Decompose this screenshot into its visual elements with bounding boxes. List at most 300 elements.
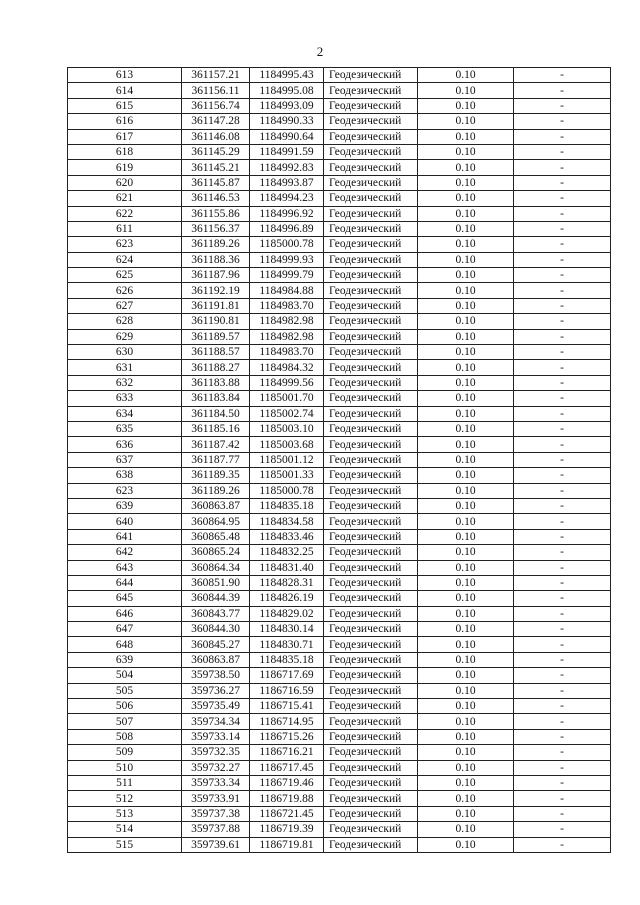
point-number-cell: 625 xyxy=(68,268,182,283)
table-row xyxy=(68,806,611,821)
x-coordinate-cell: 361185.16 xyxy=(182,421,250,436)
x-coordinate-cell: 360844.39 xyxy=(182,591,250,606)
point-number-cell: 512 xyxy=(68,791,182,806)
y-coordinate-cell: 1184982.98 xyxy=(250,329,324,344)
accuracy-cell: 0.10 xyxy=(418,699,514,714)
y-coordinate-cell: 1186719.46 xyxy=(250,775,324,790)
x-coordinate-cell: 361156.74 xyxy=(182,98,250,113)
table-row xyxy=(68,114,611,129)
table-row xyxy=(68,560,611,575)
x-coordinate-cell: 360864.34 xyxy=(182,560,250,575)
y-coordinate-cell: 1185001.12 xyxy=(250,452,324,467)
table-row xyxy=(68,237,611,252)
y-coordinate-cell: 1184830.14 xyxy=(250,622,324,637)
x-coordinate-cell: 359737.38 xyxy=(182,806,250,821)
description-cell: - xyxy=(514,622,611,637)
y-coordinate-cell: 1185001.33 xyxy=(250,468,324,483)
x-coordinate-cell: 359736.27 xyxy=(182,683,250,698)
description-cell: - xyxy=(514,191,611,206)
table-row xyxy=(68,191,611,206)
y-coordinate-cell: 1186719.39 xyxy=(250,822,324,837)
coordinates-table xyxy=(67,67,611,853)
x-coordinate-cell: 360863.87 xyxy=(182,652,250,667)
table-row xyxy=(68,699,611,714)
point-number-cell: 633 xyxy=(68,391,182,406)
table-row xyxy=(68,760,611,775)
method-cell: Геодезический xyxy=(324,498,418,513)
y-coordinate-cell: 1186715.26 xyxy=(250,729,324,744)
y-coordinate-cell: 1184992.83 xyxy=(250,160,324,175)
method-cell: Геодезический xyxy=(324,668,418,683)
accuracy-cell: 0.10 xyxy=(418,375,514,390)
method-cell: Геодезический xyxy=(324,114,418,129)
point-number-cell: 646 xyxy=(68,606,182,621)
accuracy-cell: 0.10 xyxy=(418,221,514,236)
accuracy-cell: 0.10 xyxy=(418,775,514,790)
point-number-cell: 515 xyxy=(68,837,182,852)
accuracy-cell: 0.10 xyxy=(418,622,514,637)
y-coordinate-cell: 1186721.45 xyxy=(250,806,324,821)
y-coordinate-cell: 1184990.64 xyxy=(250,129,324,144)
x-coordinate-cell: 361183.88 xyxy=(182,375,250,390)
accuracy-cell: 0.10 xyxy=(418,360,514,375)
y-coordinate-cell: 1184996.89 xyxy=(250,221,324,236)
y-coordinate-cell: 1186715.41 xyxy=(250,699,324,714)
method-cell: Геодезический xyxy=(324,468,418,483)
method-cell: Геодезический xyxy=(324,221,418,236)
y-coordinate-cell: 1184834.58 xyxy=(250,514,324,529)
x-coordinate-cell: 361187.96 xyxy=(182,268,250,283)
accuracy-cell: 0.10 xyxy=(418,283,514,298)
method-cell: Геодезический xyxy=(324,837,418,852)
point-number-cell: 623 xyxy=(68,483,182,498)
table-row xyxy=(68,175,611,190)
description-cell: - xyxy=(514,560,611,575)
method-cell: Геодезический xyxy=(324,622,418,637)
table-row xyxy=(68,406,611,421)
y-coordinate-cell: 1184832.25 xyxy=(250,545,324,560)
point-number-cell: 630 xyxy=(68,345,182,360)
x-coordinate-cell: 361190.81 xyxy=(182,314,250,329)
accuracy-cell: 0.10 xyxy=(418,83,514,98)
table-row xyxy=(68,468,611,483)
description-cell: - xyxy=(514,68,611,83)
method-cell: Геодезический xyxy=(324,329,418,344)
y-coordinate-cell: 1186717.45 xyxy=(250,760,324,775)
y-coordinate-cell: 1186717.69 xyxy=(250,668,324,683)
description-cell: - xyxy=(514,637,611,652)
accuracy-cell: 0.10 xyxy=(418,345,514,360)
method-cell: Геодезический xyxy=(324,421,418,436)
method-cell: Геодезический xyxy=(324,175,418,190)
description-cell: - xyxy=(514,745,611,760)
y-coordinate-cell: 1185002.74 xyxy=(250,406,324,421)
method-cell: Геодезический xyxy=(324,252,418,267)
table-row xyxy=(68,83,611,98)
table-row xyxy=(68,822,611,837)
table-row xyxy=(68,314,611,329)
accuracy-cell: 0.10 xyxy=(418,129,514,144)
y-coordinate-cell: 1184995.43 xyxy=(250,68,324,83)
table-row xyxy=(68,268,611,283)
x-coordinate-cell: 361188.57 xyxy=(182,345,250,360)
point-number-cell: 504 xyxy=(68,668,182,683)
point-number-cell: 639 xyxy=(68,652,182,667)
table-row xyxy=(68,98,611,113)
table-row xyxy=(68,144,611,159)
point-number-cell: 637 xyxy=(68,452,182,467)
point-number-cell: 624 xyxy=(68,252,182,267)
method-cell: Геодезический xyxy=(324,191,418,206)
point-number-cell: 514 xyxy=(68,822,182,837)
table-row xyxy=(68,837,611,852)
method-cell: Геодезический xyxy=(324,283,418,298)
description-cell: - xyxy=(514,175,611,190)
method-cell: Геодезический xyxy=(324,345,418,360)
point-number-cell: 507 xyxy=(68,714,182,729)
accuracy-cell: 0.10 xyxy=(418,791,514,806)
accuracy-cell: 0.10 xyxy=(418,729,514,744)
description-cell: - xyxy=(514,498,611,513)
table-row xyxy=(68,421,611,436)
method-cell: Геодезический xyxy=(324,206,418,221)
x-coordinate-cell: 360844.30 xyxy=(182,622,250,637)
method-cell: Геодезический xyxy=(324,452,418,467)
point-number-cell: 638 xyxy=(68,468,182,483)
table-row xyxy=(68,683,611,698)
method-cell: Геодезический xyxy=(324,529,418,544)
method-cell: Геодезический xyxy=(324,729,418,744)
description-cell: - xyxy=(514,514,611,529)
table-row xyxy=(68,68,611,83)
description-cell: - xyxy=(514,606,611,621)
table-row xyxy=(68,591,611,606)
x-coordinate-cell: 361156.11 xyxy=(182,83,250,98)
x-coordinate-cell: 359734.34 xyxy=(182,714,250,729)
point-number-cell: 628 xyxy=(68,314,182,329)
method-cell: Геодезический xyxy=(324,437,418,452)
x-coordinate-cell: 361183.84 xyxy=(182,391,250,406)
y-coordinate-cell: 1184996.92 xyxy=(250,206,324,221)
description-cell: - xyxy=(514,298,611,313)
accuracy-cell: 0.10 xyxy=(418,329,514,344)
description-cell: - xyxy=(514,683,611,698)
description-cell: - xyxy=(514,775,611,790)
accuracy-cell: 0.10 xyxy=(418,206,514,221)
table-row xyxy=(68,529,611,544)
x-coordinate-cell: 361145.87 xyxy=(182,175,250,190)
description-cell: - xyxy=(514,98,611,113)
y-coordinate-cell: 1184999.93 xyxy=(250,252,324,267)
accuracy-cell: 0.10 xyxy=(418,114,514,129)
method-cell: Геодезический xyxy=(324,514,418,529)
description-cell: - xyxy=(514,806,611,821)
point-number-cell: 621 xyxy=(68,191,182,206)
y-coordinate-cell: 1185001.70 xyxy=(250,391,324,406)
point-number-cell: 648 xyxy=(68,637,182,652)
accuracy-cell: 0.10 xyxy=(418,314,514,329)
y-coordinate-cell: 1184984.88 xyxy=(250,283,324,298)
method-cell: Геодезический xyxy=(324,652,418,667)
y-coordinate-cell: 1185000.78 xyxy=(250,237,324,252)
accuracy-cell: 0.10 xyxy=(418,498,514,513)
method-cell: Геодезический xyxy=(324,129,418,144)
y-coordinate-cell: 1184994.23 xyxy=(250,191,324,206)
method-cell: Геодезический xyxy=(324,745,418,760)
accuracy-cell: 0.10 xyxy=(418,391,514,406)
description-cell: - xyxy=(514,329,611,344)
description-cell: - xyxy=(514,206,611,221)
point-number-cell: 508 xyxy=(68,729,182,744)
x-coordinate-cell: 359732.35 xyxy=(182,745,250,760)
accuracy-cell: 0.10 xyxy=(418,252,514,267)
point-number-cell: 511 xyxy=(68,775,182,790)
point-number-cell: 644 xyxy=(68,575,182,590)
point-number-cell: 620 xyxy=(68,175,182,190)
table-row xyxy=(68,622,611,637)
x-coordinate-cell: 361146.53 xyxy=(182,191,250,206)
accuracy-cell: 0.10 xyxy=(418,760,514,775)
x-coordinate-cell: 359733.14 xyxy=(182,729,250,744)
description-cell: - xyxy=(514,483,611,498)
table-row xyxy=(68,714,611,729)
x-coordinate-cell: 359733.34 xyxy=(182,775,250,790)
point-number-cell: 631 xyxy=(68,360,182,375)
table-row xyxy=(68,637,611,652)
method-cell: Геодезический xyxy=(324,98,418,113)
y-coordinate-cell: 1184983.70 xyxy=(250,298,324,313)
accuracy-cell: 0.10 xyxy=(418,237,514,252)
y-coordinate-cell: 1184990.33 xyxy=(250,114,324,129)
y-coordinate-cell: 1186719.88 xyxy=(250,791,324,806)
description-cell: - xyxy=(514,437,611,452)
table-row xyxy=(68,375,611,390)
x-coordinate-cell: 361187.77 xyxy=(182,452,250,467)
y-coordinate-cell: 1185003.10 xyxy=(250,421,324,436)
description-cell: - xyxy=(514,144,611,159)
table-row xyxy=(68,668,611,683)
y-coordinate-cell: 1184999.56 xyxy=(250,375,324,390)
x-coordinate-cell: 359735.49 xyxy=(182,699,250,714)
description-cell: - xyxy=(514,468,611,483)
method-cell: Геодезический xyxy=(324,160,418,175)
x-coordinate-cell: 361184.50 xyxy=(182,406,250,421)
description-cell: - xyxy=(514,545,611,560)
table-row xyxy=(68,452,611,467)
point-number-cell: 640 xyxy=(68,514,182,529)
point-number-cell: 506 xyxy=(68,699,182,714)
x-coordinate-cell: 361191.81 xyxy=(182,298,250,313)
table-row xyxy=(68,329,611,344)
accuracy-cell: 0.10 xyxy=(418,175,514,190)
y-coordinate-cell: 1184991.59 xyxy=(250,144,324,159)
x-coordinate-cell: 361187.42 xyxy=(182,437,250,452)
point-number-cell: 616 xyxy=(68,114,182,129)
method-cell: Геодезический xyxy=(324,606,418,621)
point-number-cell: 614 xyxy=(68,83,182,98)
x-coordinate-cell: 361145.29 xyxy=(182,144,250,159)
accuracy-cell: 0.10 xyxy=(418,452,514,467)
y-coordinate-cell: 1184828.31 xyxy=(250,575,324,590)
accuracy-cell: 0.10 xyxy=(418,560,514,575)
method-cell: Геодезический xyxy=(324,791,418,806)
x-coordinate-cell: 360843.77 xyxy=(182,606,250,621)
description-cell: - xyxy=(514,591,611,606)
coordinates-table-body xyxy=(68,68,611,853)
page-number: 2 xyxy=(316,44,324,59)
description-cell: - xyxy=(514,237,611,252)
method-cell: Геодезический xyxy=(324,375,418,390)
y-coordinate-cell: 1184984.32 xyxy=(250,360,324,375)
table-row xyxy=(68,652,611,667)
x-coordinate-cell: 360851.90 xyxy=(182,575,250,590)
y-coordinate-cell: 1184833.46 xyxy=(250,529,324,544)
accuracy-cell: 0.10 xyxy=(418,683,514,698)
accuracy-cell: 0.10 xyxy=(418,421,514,436)
point-number-cell: 629 xyxy=(68,329,182,344)
y-coordinate-cell: 1185000.78 xyxy=(250,483,324,498)
y-coordinate-cell: 1184835.18 xyxy=(250,652,324,667)
x-coordinate-cell: 361147.28 xyxy=(182,114,250,129)
method-cell: Геодезический xyxy=(324,391,418,406)
description-cell: - xyxy=(514,452,611,467)
description-cell: - xyxy=(514,160,611,175)
description-cell: - xyxy=(514,760,611,775)
x-coordinate-cell: 360865.48 xyxy=(182,529,250,544)
description-cell: - xyxy=(514,575,611,590)
point-number-cell: 611 xyxy=(68,221,182,236)
x-coordinate-cell: 359732.27 xyxy=(182,760,250,775)
accuracy-cell: 0.10 xyxy=(418,637,514,652)
method-cell: Геодезический xyxy=(324,560,418,575)
point-number-cell: 505 xyxy=(68,683,182,698)
description-cell: - xyxy=(514,375,611,390)
x-coordinate-cell: 361188.36 xyxy=(182,252,250,267)
y-coordinate-cell: 1184826.19 xyxy=(250,591,324,606)
point-number-cell: 613 xyxy=(68,68,182,83)
accuracy-cell: 0.10 xyxy=(418,529,514,544)
x-coordinate-cell: 359739.61 xyxy=(182,837,250,852)
table-row xyxy=(68,483,611,498)
y-coordinate-cell: 1184983.70 xyxy=(250,345,324,360)
accuracy-cell: 0.10 xyxy=(418,191,514,206)
method-cell: Геодезический xyxy=(324,298,418,313)
point-number-cell: 643 xyxy=(68,560,182,575)
x-coordinate-cell: 361146.08 xyxy=(182,129,250,144)
description-cell: - xyxy=(514,360,611,375)
point-number-cell: 641 xyxy=(68,529,182,544)
description-cell: - xyxy=(514,822,611,837)
accuracy-cell: 0.10 xyxy=(418,606,514,621)
description-cell: - xyxy=(514,729,611,744)
description-cell: - xyxy=(514,837,611,852)
y-coordinate-cell: 1184993.87 xyxy=(250,175,324,190)
accuracy-cell: 0.10 xyxy=(418,591,514,606)
y-coordinate-cell: 1186719.81 xyxy=(250,837,324,852)
point-number-cell: 513 xyxy=(68,806,182,821)
method-cell: Геодезический xyxy=(324,822,418,837)
point-number-cell: 632 xyxy=(68,375,182,390)
accuracy-cell: 0.10 xyxy=(418,514,514,529)
accuracy-cell: 0.10 xyxy=(418,98,514,113)
table-row xyxy=(68,252,611,267)
point-number-cell: 617 xyxy=(68,129,182,144)
method-cell: Геодезический xyxy=(324,637,418,652)
point-number-cell: 639 xyxy=(68,498,182,513)
point-number-cell: 622 xyxy=(68,206,182,221)
description-cell: - xyxy=(514,652,611,667)
table-row xyxy=(68,360,611,375)
y-coordinate-cell: 1184830.71 xyxy=(250,637,324,652)
point-number-cell: 627 xyxy=(68,298,182,313)
method-cell: Геодезический xyxy=(324,591,418,606)
table-row xyxy=(68,129,611,144)
method-cell: Геодезический xyxy=(324,683,418,698)
point-number-cell: 618 xyxy=(68,144,182,159)
description-cell: - xyxy=(514,345,611,360)
accuracy-cell: 0.10 xyxy=(418,822,514,837)
description-cell: - xyxy=(514,268,611,283)
method-cell: Геодезический xyxy=(324,144,418,159)
accuracy-cell: 0.10 xyxy=(418,652,514,667)
method-cell: Геодезический xyxy=(324,314,418,329)
x-coordinate-cell: 359737.88 xyxy=(182,822,250,837)
x-coordinate-cell: 361189.35 xyxy=(182,468,250,483)
point-number-cell: 642 xyxy=(68,545,182,560)
table-row xyxy=(68,606,611,621)
description-cell: - xyxy=(514,114,611,129)
description-cell: - xyxy=(514,129,611,144)
table-row xyxy=(68,221,611,236)
point-number-cell: 510 xyxy=(68,760,182,775)
method-cell: Геодезический xyxy=(324,806,418,821)
y-coordinate-cell: 1185003.68 xyxy=(250,437,324,452)
table-row xyxy=(68,575,611,590)
accuracy-cell: 0.10 xyxy=(418,160,514,175)
description-cell: - xyxy=(514,83,611,98)
accuracy-cell: 0.10 xyxy=(418,837,514,852)
method-cell: Геодезический xyxy=(324,760,418,775)
table-row xyxy=(68,345,611,360)
method-cell: Геодезический xyxy=(324,575,418,590)
accuracy-cell: 0.10 xyxy=(418,714,514,729)
method-cell: Геодезический xyxy=(324,237,418,252)
table-row xyxy=(68,298,611,313)
x-coordinate-cell: 361155.86 xyxy=(182,206,250,221)
x-coordinate-cell: 360845.27 xyxy=(182,637,250,652)
method-cell: Геодезический xyxy=(324,714,418,729)
accuracy-cell: 0.10 xyxy=(418,745,514,760)
accuracy-cell: 0.10 xyxy=(418,806,514,821)
method-cell: Геодезический xyxy=(324,483,418,498)
description-cell: - xyxy=(514,314,611,329)
description-cell: - xyxy=(514,406,611,421)
accuracy-cell: 0.10 xyxy=(418,545,514,560)
y-coordinate-cell: 1184831.40 xyxy=(250,560,324,575)
x-coordinate-cell: 361189.57 xyxy=(182,329,250,344)
x-coordinate-cell: 360865.24 xyxy=(182,545,250,560)
description-cell: - xyxy=(514,791,611,806)
method-cell: Геодезический xyxy=(324,83,418,98)
method-cell: Геодезический xyxy=(324,775,418,790)
description-cell: - xyxy=(514,391,611,406)
method-cell: Геодезический xyxy=(324,545,418,560)
point-number-cell: 623 xyxy=(68,237,182,252)
point-number-cell: 626 xyxy=(68,283,182,298)
y-coordinate-cell: 1186716.21 xyxy=(250,745,324,760)
accuracy-cell: 0.10 xyxy=(418,575,514,590)
table-row xyxy=(68,775,611,790)
